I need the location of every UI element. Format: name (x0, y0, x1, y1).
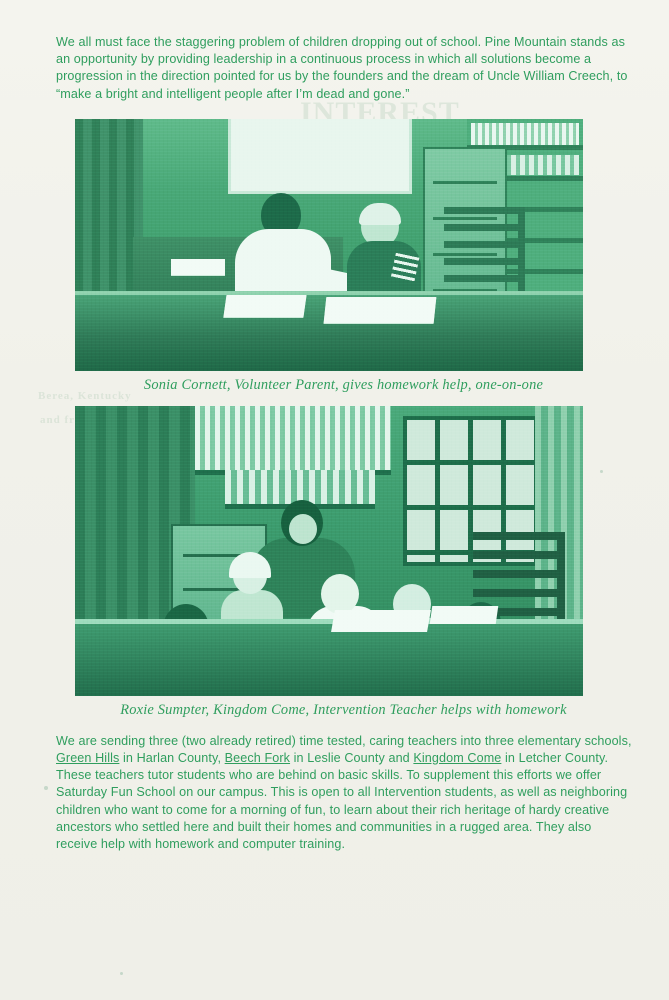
paper-speck-2 (600, 470, 603, 473)
closing-paragraph-part-4: in Letcher County. These teachers tutor students who are behind on basic skills. To supplement this efforts we offer Saturday Fun School on our campus. This is open to all Intervention students, as well as neighboring children who want to come for a morning of fun, to learn about their rich heritage of hardy creative ancestors who settled here and built their homes and communities in a rugged area. They also receive help with homework and computer training. (56, 751, 628, 852)
school-link-green-hills[interactable]: Green Hills (56, 751, 120, 766)
show-through-text-6: and friends (40, 414, 105, 426)
closing-paragraph-part-3: in Leslie County and (290, 751, 414, 766)
paper-speck-1 (44, 786, 48, 790)
closing-paragraph-part-2: in Harlan County, (119, 751, 225, 766)
photo-2-worksheet-right (430, 606, 499, 624)
closing-paragraph (56, 733, 634, 853)
photo-sonia-cornett (75, 119, 583, 371)
paper-speck-3 (120, 972, 123, 975)
photo-2-worksheet-left (331, 610, 431, 632)
photo-2-caption: Roxie Sumpter, Kingdom Come, Intervention Teacher helps with homework (120, 701, 567, 718)
photo-1-projection-screen (231, 119, 409, 191)
photo-1-worksheet-left (223, 295, 306, 317)
show-through-text-5: Berea, Kentucky (38, 390, 132, 402)
photo-1-books-row-top (471, 123, 579, 145)
school-link-beech-fork[interactable]: Beech Fork (224, 751, 291, 766)
show-through-text-1: INTEREST (300, 96, 460, 129)
intro-paragraph: We all must face the staggering problem of children dropping out of school. Pine Mountain stands as an opportunity by providing leadership in a continuous process in which all solutions become a progression in the direction pointed for us by the founders and the dream of Uncle William Creech, to “make a bright and intelligent people after I’m dead and gone.” (56, 35, 628, 101)
photo-1-caption: Sonia Cornett, Volunteer Parent, gives homework help, one-on-one (143, 376, 544, 393)
closing-paragraph-part-1: We are sending three (two already retired) time tested, caring teachers into three elementary schools, (56, 733, 632, 748)
photo-2-table (75, 624, 583, 696)
photo-2-bookshelf-top (195, 406, 391, 475)
photo-1-worksheet-right (324, 297, 437, 323)
photo-roxie-sumpter (75, 406, 583, 696)
photo-1-desk-papers (171, 259, 225, 275)
school-link-kingdom-come[interactable]: Kingdom Come (413, 751, 502, 766)
photo-1-chair (444, 207, 525, 299)
